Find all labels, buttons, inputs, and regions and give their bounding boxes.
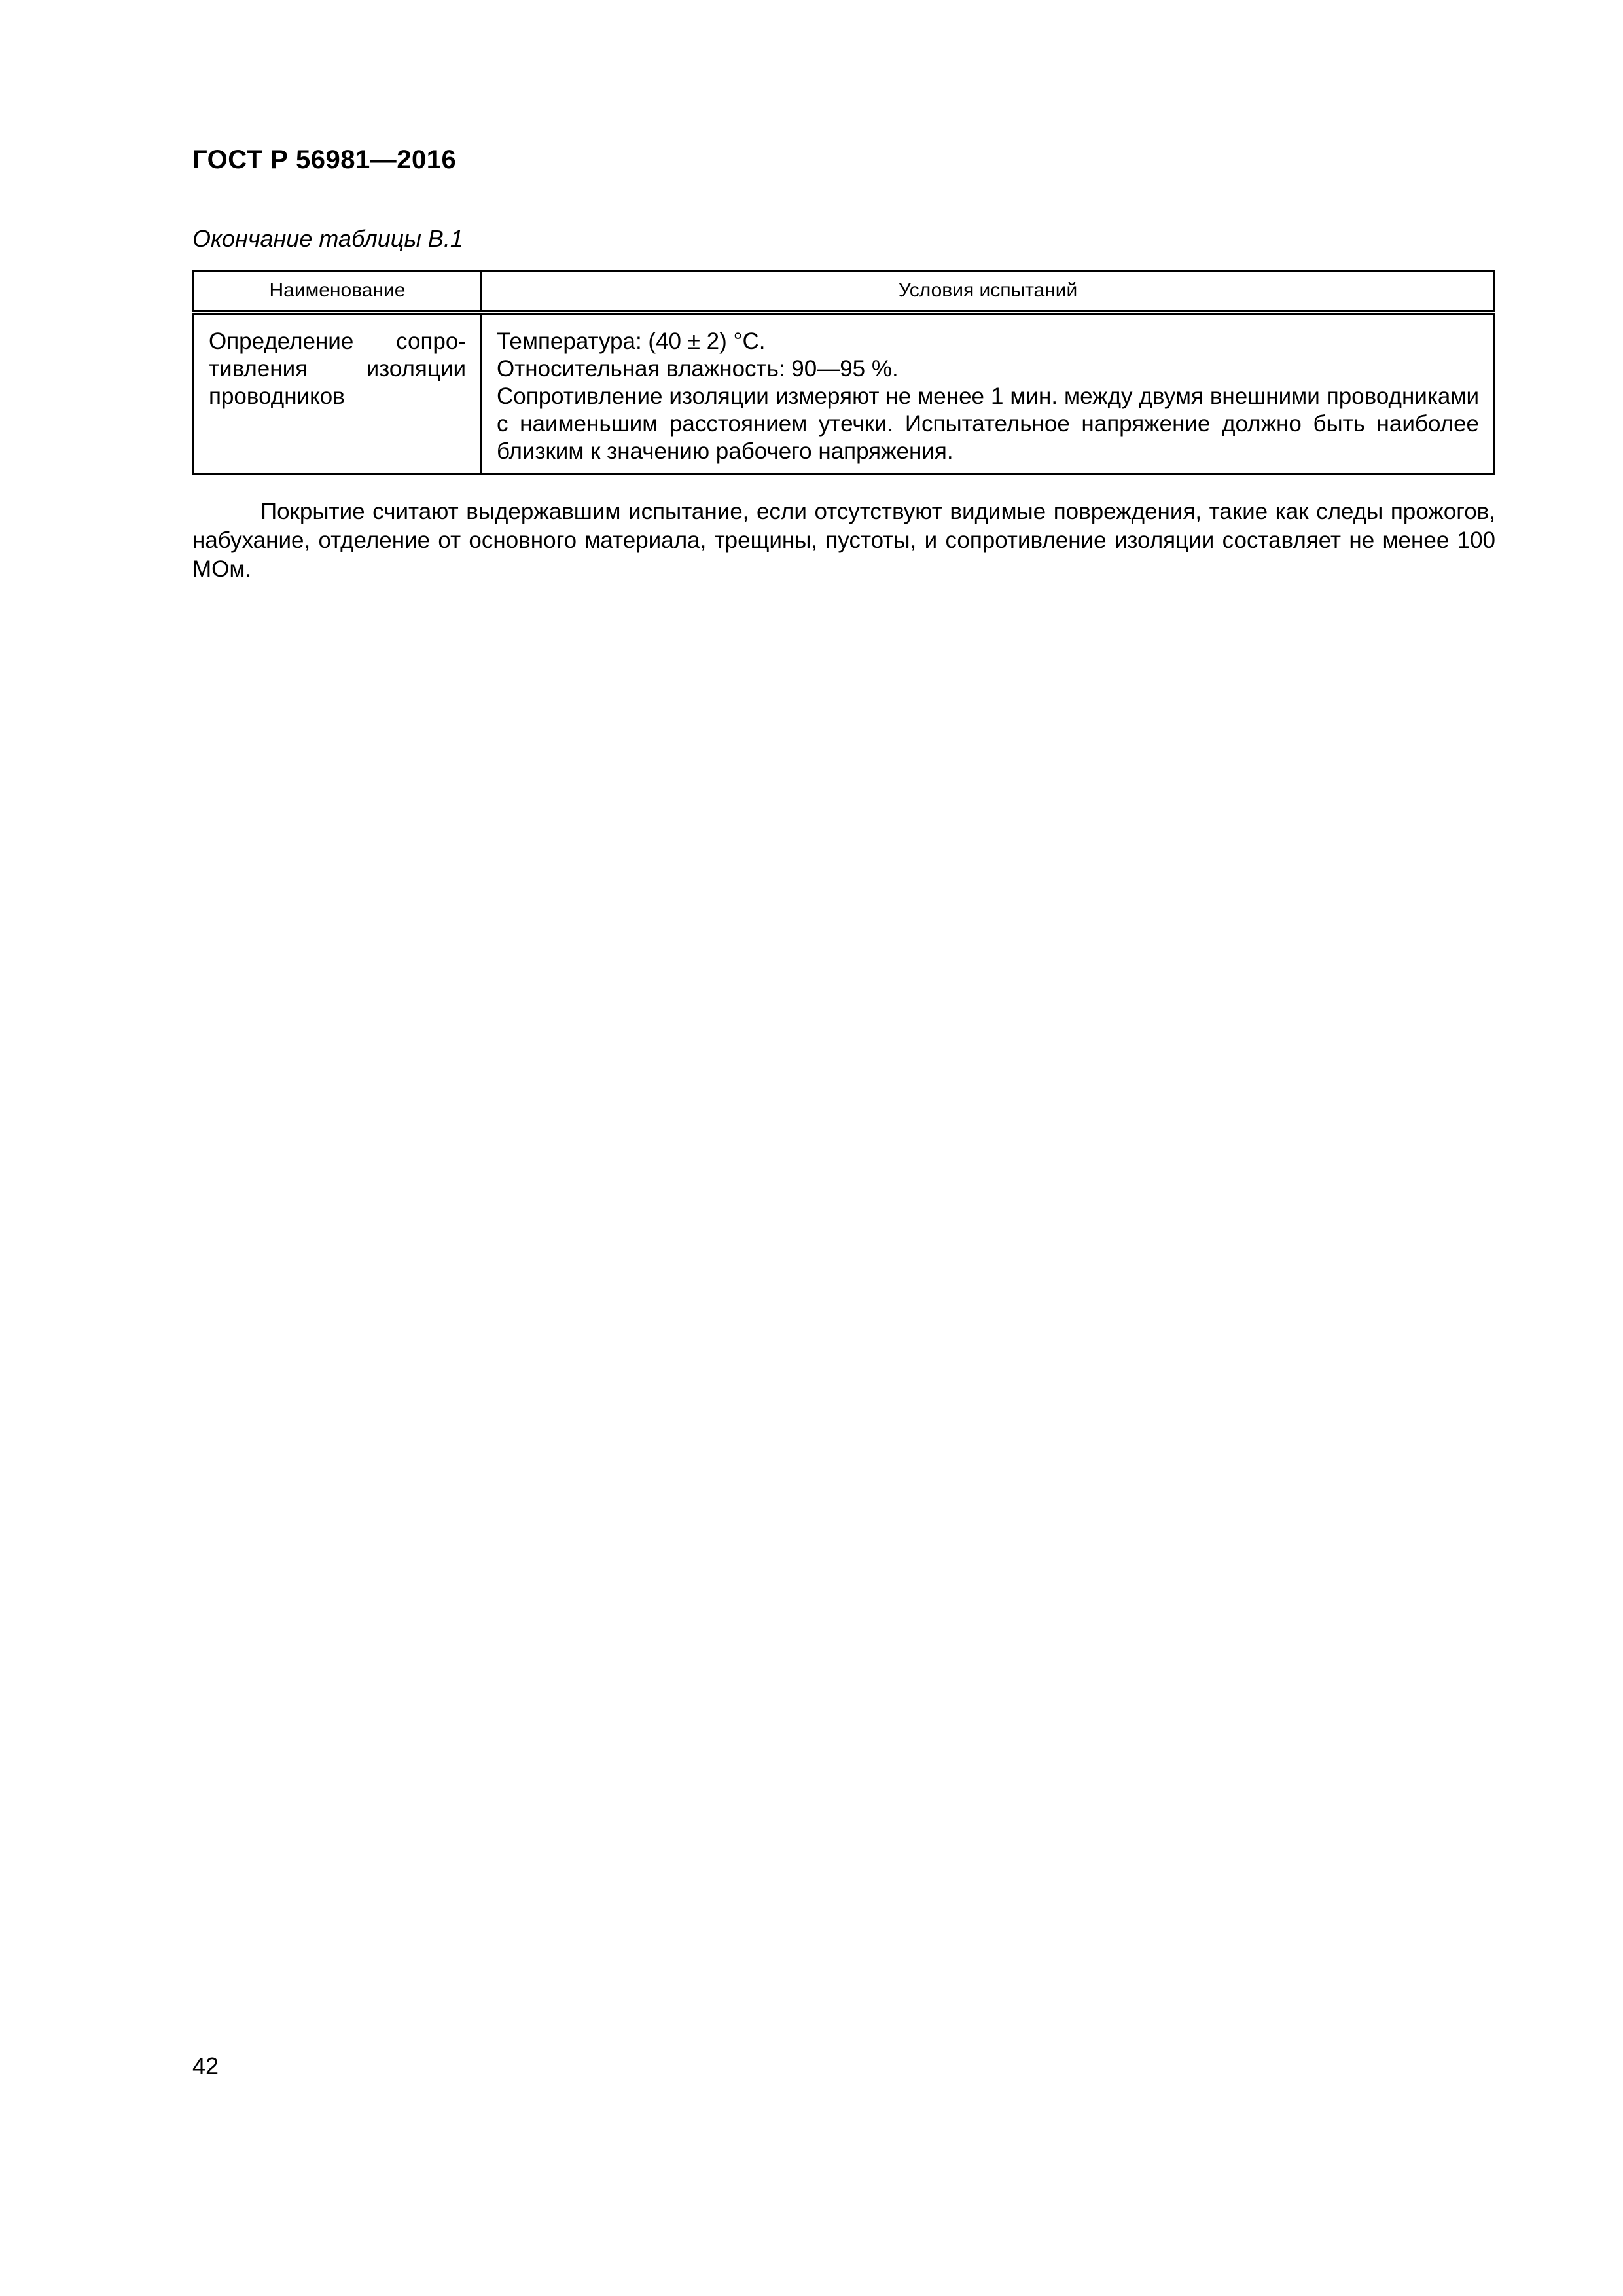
table-caption: Окончание таблицы В.1 [192,225,463,252]
acceptance-criteria-paragraph: Покрытие считают выдержавшим испытание, если отсутствуют видимые повреждения, такие как следы прожогов, набухание, отделение от основного материала, трещины, пустоты, и сопротивление изоляции составляет не менее 100 МОм. [192,499,1495,582]
condition-humidity: Относительная влажность: 90—95 %. [497,356,899,382]
test-name-cell: Определение сопротивления изоляции проводников [194,312,482,475]
test-conditions-table [192,270,1495,475]
table-header-row [194,271,1495,313]
document-header: ГОСТ Р 56981—2016 [192,145,457,174]
test-conditions-cell [482,312,1495,475]
column-header-conditions: Условия испытаний [482,271,1495,313]
column-header-name: Наименование [194,271,482,313]
table-row [194,312,1495,475]
page-number: 42 [192,2053,219,2079]
condition-temperature: Температура: (40 ± 2) °С. [497,329,766,354]
condition-measurement: Сопротивление изоляции измеряют не менее 1 мин. между двумя внешними проводниками с наименьшим расстоянием утечки. Испытательное напряжение должно быть наиболее близким к значению рабочего напряжения. [497,384,1479,464]
